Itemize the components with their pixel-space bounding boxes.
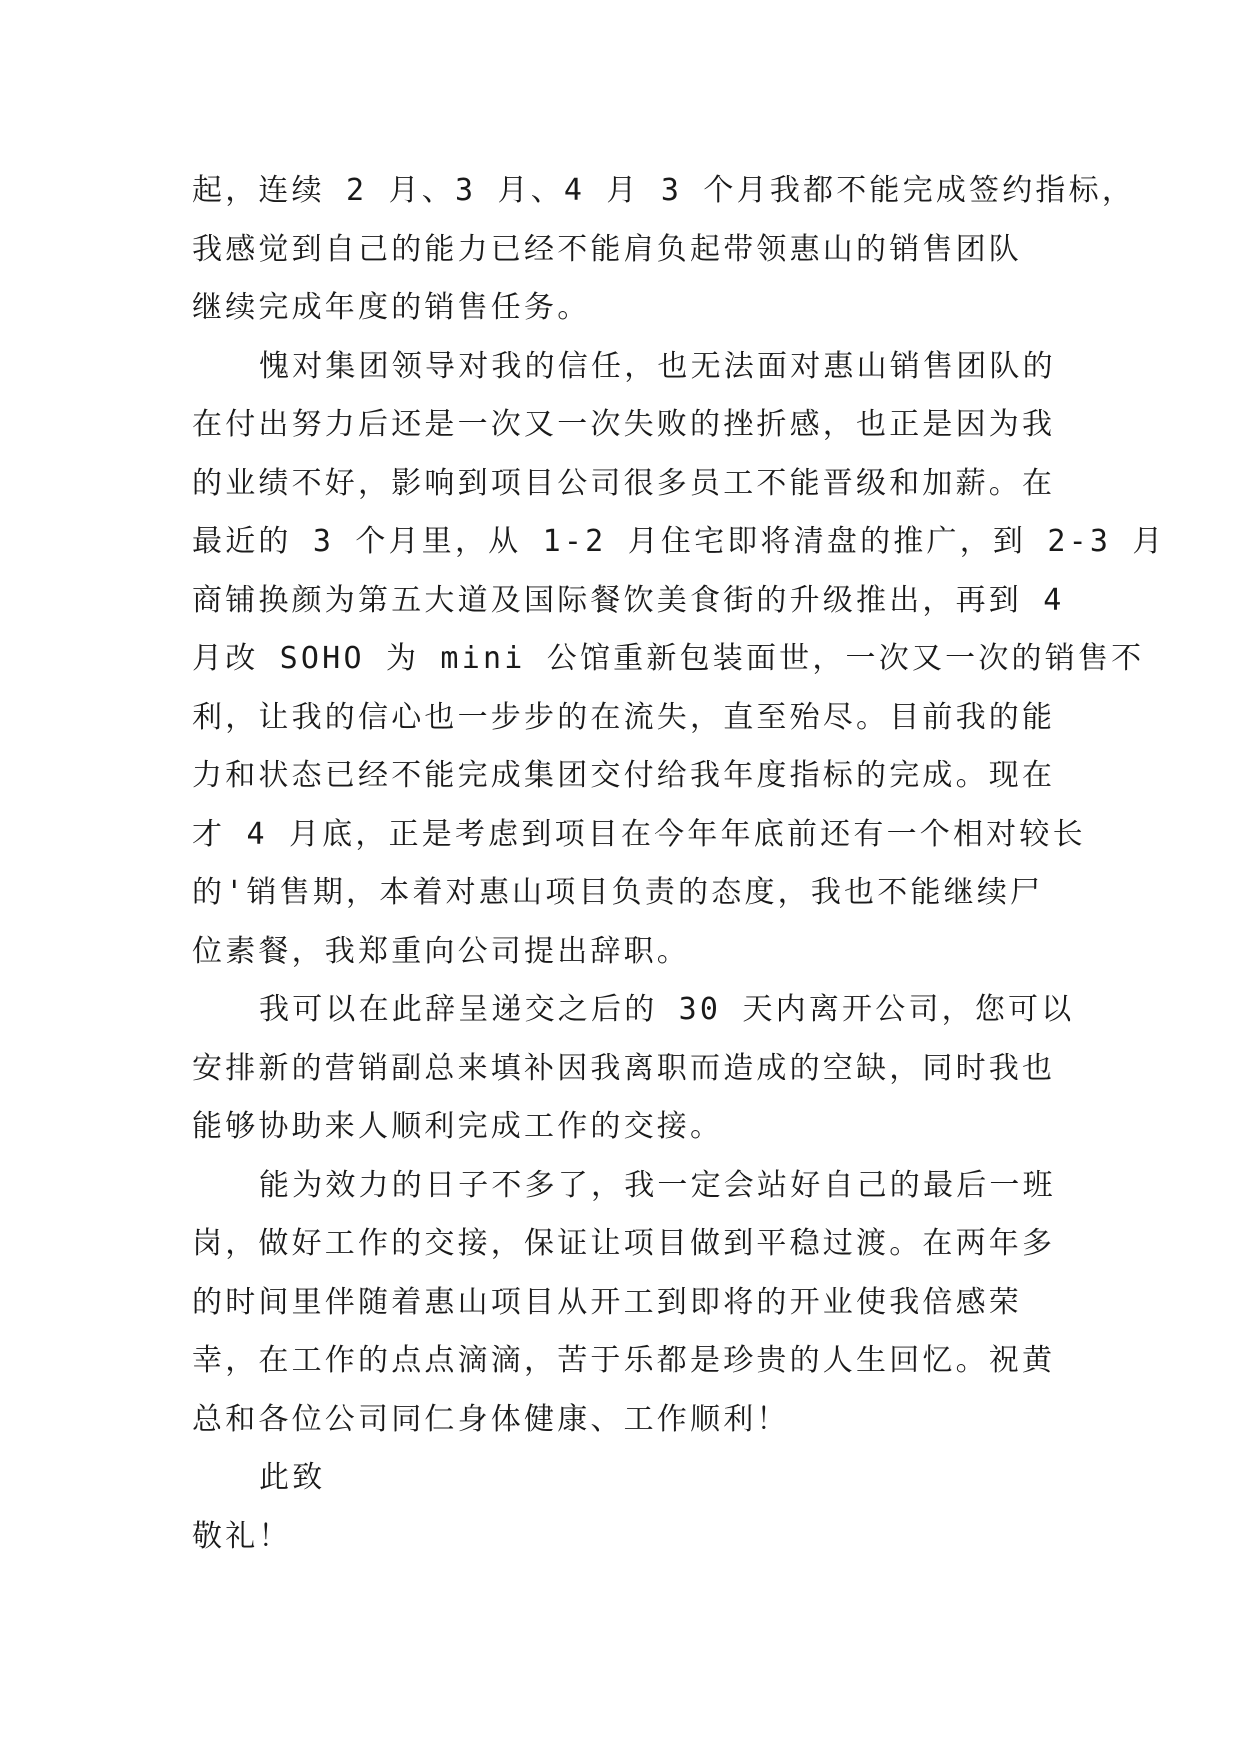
text-line: 安排新的营销副总来填补因我离职而造成的空缺，同时我也	[192, 1050, 1056, 1086]
text-line: 商铺换颜为第五大道及国际餐饮美食街的升级推出，再到 4	[192, 582, 1065, 618]
text-line: 总和各位公司同仁身体健康、工作顺利！	[192, 1401, 790, 1437]
letter-body	[192, 162, 1166, 1566]
closing-salutation: 此致	[259, 1460, 326, 1495]
paragraph-start-line: 能为效力的日子不多了，我一定会站好自己的最后一班	[259, 1167, 1056, 1203]
closing-regards: 敬礼！	[192, 1518, 292, 1554]
text-line: 月改 SOHO 为 mini 公馆重新包装面世，一次又一次的销售不	[192, 641, 1145, 676]
text-line: 最近的 3 个月里，从 1-2 月住宅即将清盘的推广，到 2-3 月	[192, 524, 1166, 559]
text-line: 继续完成年度的销售任务。	[192, 290, 591, 325]
text-line: 幸，在工作的点点滴滴，苦于乐都是珍贵的人生回忆。祝黄	[192, 1343, 1056, 1378]
paragraph-start-line: 我可以在此辞呈递交之后的 30 天内离开公司，您可以	[259, 992, 1075, 1027]
text-line: 我感觉到自己的能力已经不能肩负起带领惠山的销售团队	[192, 231, 1022, 267]
paragraph-start-line: 愧对集团领导对我的信任，也无法面对惠山销售团队的	[259, 348, 1056, 384]
text-line: 岗，做好工作的交接，保证让项目做到平稳过渡。在两年多	[192, 1226, 1056, 1261]
text-line: 起，连续 2 月、3 月、4 月 3 个月我都不能完成签约指标，	[192, 173, 1136, 208]
text-line: 在付出努力后还是一次又一次失败的挫折感，也正是因为我	[192, 407, 1056, 442]
text-line: 才 4 月底，正是考虑到项目在今年年底前还有一个相对较长	[192, 816, 1086, 852]
text-line: 能够协助来人顺利完成工作的交接。	[192, 1109, 724, 1144]
text-line: 的业绩不好，影响到项目公司很多员工不能晋级和加薪。在	[192, 465, 1056, 501]
text-line: 利，让我的信心也一步步的在流失，直至殆尽。目前我的能	[192, 699, 1056, 735]
text-line: 力和状态已经不能完成集团交付给我年度指标的完成。现在	[192, 758, 1056, 793]
text-line: 位素餐，我郑重向公司提出辞职。	[192, 933, 690, 969]
text-line: 的'销售期，本着对惠山项目负责的态度，我也不能继续尸	[192, 875, 1044, 910]
text-line: 的时间里伴随着惠山项目从开工到即将的开业使我倍感荣	[192, 1284, 1022, 1320]
